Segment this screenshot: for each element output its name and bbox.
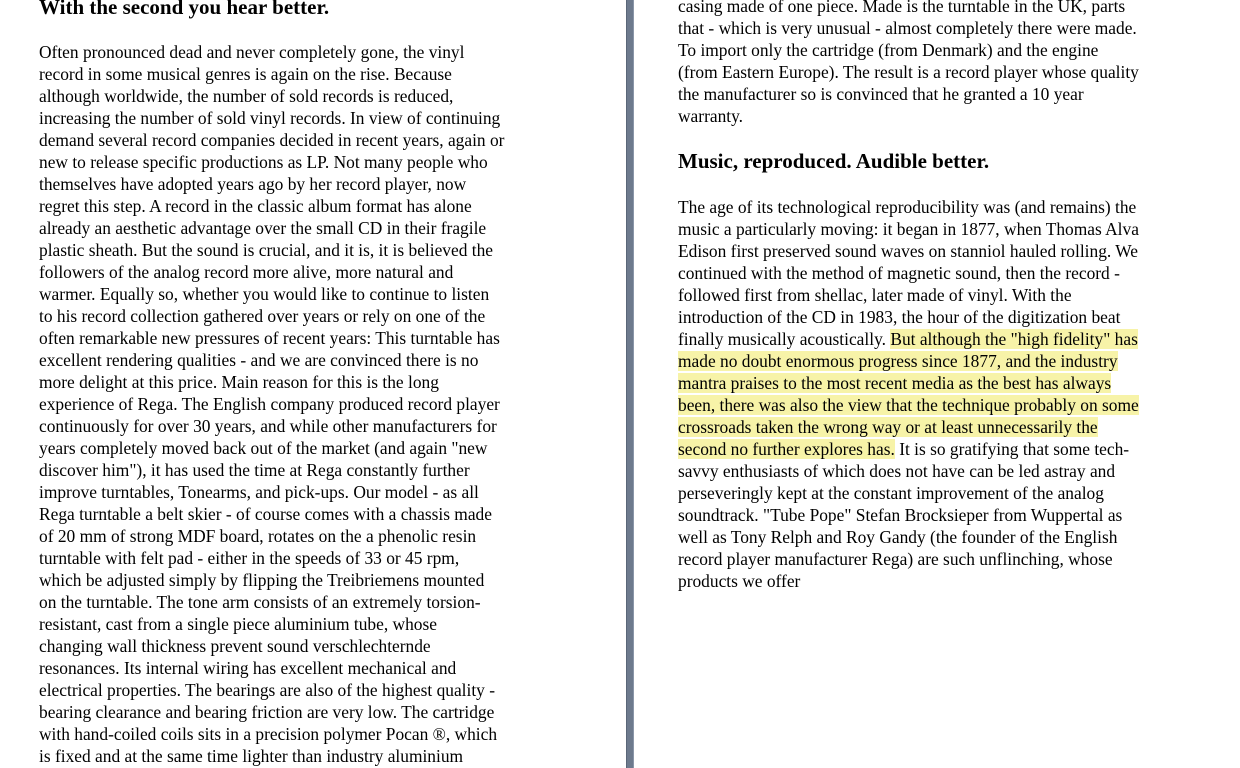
text-line (678, 438, 1139, 460)
text-segment: finally musically acoustically. (678, 329, 891, 349)
highlighted-text: been, there was also the view that the technique probably on some (678, 395, 1139, 415)
text-line: that - which is very unusual - almost completely there were made. (678, 18, 1137, 38)
text-line: which be adjusted simply by flipping the Treibriemens mounted (39, 570, 485, 590)
text-line: although worldwide, the number of sold records is reduced, (39, 86, 454, 106)
body-paragraph (678, 196, 1139, 592)
text-segment: products we offer (678, 571, 801, 591)
text-segment: introduction of the CD in 1983, the hour of the digitization beat (678, 307, 1121, 327)
text-line: plastic sheath. But the sound is crucial, and it is, it is believed the (39, 240, 493, 260)
text-line: of 20 mm of strong MDF board, rotates on the a phenolic resin (39, 526, 477, 546)
text-line: record in some musical genres is again on the rise. Because (39, 64, 452, 84)
text-line: experience of Rega. The English company produced record player (39, 394, 500, 414)
text-line: To import only the cartridge (from Denmark) and the engine (678, 40, 1099, 60)
text-line: demand several record companies decided in recent years, again or (39, 130, 505, 150)
text-line (678, 240, 1139, 262)
text-line (678, 570, 1139, 592)
text-line (678, 262, 1139, 284)
text-line (678, 306, 1139, 328)
text-segment: savvy enthusiasts of which does not have can be led astray and (678, 461, 1116, 481)
text-line: improve turntables, Tonearms, and pick-ups. Our model - as all (39, 482, 479, 502)
text-line: resonances. Its internal wiring has excellent mechanical and (39, 658, 457, 678)
text-line: is fixed and at the same time lighter than industry aluminium (39, 746, 464, 766)
text-line (678, 328, 1139, 350)
text-line: followers of the analog record more alive, more natural and (39, 262, 454, 282)
text-line (678, 218, 1139, 240)
text-line (678, 196, 1139, 218)
text-line: themselves have adopted years ago by her record player, now (39, 174, 467, 194)
text-segment: soundtrack. "Tube Pope" Stefan Brocksieper from Wuppertal as (678, 505, 1123, 525)
text-line: continuously for over 30 years, and while other manufacturers for (39, 416, 497, 436)
highlighted-text: crossroads taken the wrong way or at least unnecessarily the (678, 417, 1098, 437)
text-line: warmer. Equally so, whether you would like to continue to listen (39, 284, 490, 304)
text-line (678, 548, 1139, 570)
text-segment: music a particularly moving: it began in 1877, when Thomas Alva (678, 219, 1139, 239)
section-heading: Music, reproduced. Audible better. (678, 149, 990, 173)
highlighted-text: second no further explores has. (678, 439, 895, 459)
text-line: regret this step. A record in the classic album format has alone (39, 196, 472, 216)
text-line: Rega turntable a belt skier - of course comes with a chassis made (39, 504, 492, 524)
text-line (678, 460, 1139, 482)
text-line (678, 394, 1139, 416)
text-line: often remarkable new pressures of recent years: This turntable has (39, 328, 500, 348)
text-line: electrical properties. The bearings are also of the highest quality - (39, 680, 496, 700)
text-line: with hand-coiled coils sits in a precision polymer Pocan ®, which (39, 724, 498, 744)
text-line: resistant, cast from a single piece aluminium tube, whose (39, 614, 437, 634)
text-line (678, 482, 1139, 504)
text-line: casing made of one piece. Made is the turntable in the UK, parts (678, 0, 1126, 16)
section-heading: With the second you hear better. (39, 0, 330, 19)
text-line: more delight at this price. Main reason for this is the long (39, 372, 439, 392)
text-segment: continued with the method of magnetic sound, then the record - (678, 263, 1120, 283)
text-line (678, 504, 1139, 526)
text-line: (from Eastern Europe). The result is a record player whose quality (678, 62, 1139, 82)
text-line: turntable with felt pad - either in the speeds of 33 or 45 rpm, (39, 548, 460, 568)
text-line: bearing clearance and bearing friction are very low. The cartridge (39, 702, 495, 722)
document-page-right (634, 0, 1240, 768)
text-segment: record player manufacturer Rega) are such unflinching, whose (678, 549, 1113, 569)
highlighted-text: But although the "high fidelity" has (890, 329, 1138, 349)
body-paragraph (39, 41, 504, 767)
text-line: to his record collection gathered over years or rely on one of the (39, 306, 486, 326)
text-line: on the turntable. The tone arm consists of an extremely torsion- (39, 592, 481, 612)
text-segment: It is so gratifying that some tech- (894, 439, 1130, 459)
text-line: discover him"), it has used the time at Rega constantly further (39, 460, 470, 480)
text-segment: perseveringly kept at the constant improvement of the analog (678, 483, 1104, 503)
text-line: new to release specific productions as LP. Not many people who (39, 152, 488, 172)
text-line: excellent rendering qualities - and we are convinced there is no (39, 350, 479, 370)
text-line (678, 372, 1139, 394)
text-line: years completely moved back out of the market (and again "new (39, 438, 488, 458)
text-segment: Edison first preserved sound waves on stanniol hauled rolling. We (678, 241, 1139, 261)
text-line: warranty. (678, 106, 744, 126)
text-segment: followed first from shellac, later made of vinyl. With the (678, 285, 1072, 305)
text-segment: The age of its technological reproducibility was (and remains) the (678, 197, 1137, 217)
text-line (678, 284, 1139, 306)
text-line (678, 416, 1139, 438)
text-segment: well as Tony Relph and Roy Gandy (the founder of the English (678, 527, 1118, 547)
page-divider (626, 0, 634, 768)
highlighted-text: made no doubt enormous progress since 1877, and the industry (678, 351, 1118, 371)
text-line (678, 526, 1139, 548)
text-line: increasing the number of sold vinyl records. In view of continuing (39, 108, 501, 128)
text-line: already an aesthetic advantage over the small CD in their fragile (39, 218, 487, 238)
text-line: changing wall thickness prevent sound verschlechternde (39, 636, 431, 656)
text-line (678, 350, 1139, 372)
continued-paragraph (678, 0, 1139, 127)
text-line: the manufacturer so is convinced that he granted a 10 year (678, 84, 1084, 104)
highlighted-text: mantra praises to the most recent media as the best has always (678, 373, 1112, 393)
text-line: Often pronounced dead and never completely gone, the vinyl (39, 42, 465, 62)
